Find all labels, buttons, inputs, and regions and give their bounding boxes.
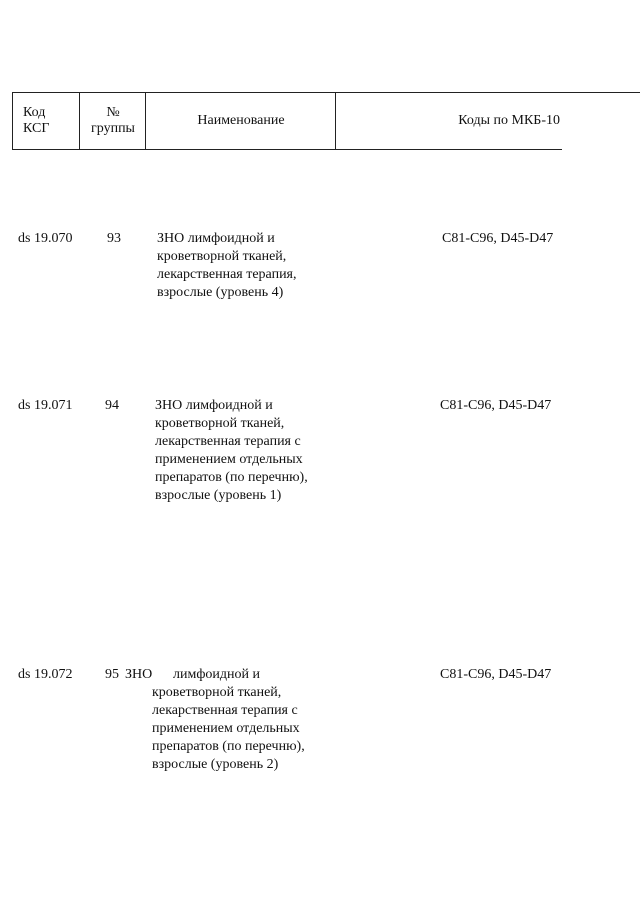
row-name-line: ЗНО лимфоидной и	[157, 231, 275, 246]
row-name	[157, 230, 352, 302]
row-name-line: взрослые (уровень 1)	[155, 488, 282, 503]
row-name-line: лекарственная терапия,	[157, 267, 297, 282]
header-cell-name	[145, 93, 335, 149]
header-mkb-label: Коды по МКБ-10	[458, 113, 560, 128]
header-code-line-2: КСГ	[23, 121, 50, 136]
header-cell-code	[12, 93, 79, 149]
row-name-line: взрослые (уровень 4)	[157, 285, 284, 300]
row-name-line: ЗНО лимфоидной и	[155, 398, 273, 413]
row-mkb-codes: C81-C96, D45-D47	[440, 667, 552, 682]
row-name-line: препаратов (по перечню),	[152, 739, 305, 754]
header-name-label: Наименование	[197, 113, 285, 128]
row-group-number: 94	[105, 398, 119, 413]
row-mkb-codes: C81-C96, D45-D47	[442, 231, 554, 246]
row-name-line: кроветворной тканей,	[155, 416, 285, 431]
row-code: ds 19.070	[18, 231, 73, 246]
row-code: ds 19.071	[18, 398, 73, 413]
row-code: ds 19.072	[18, 667, 73, 682]
row-name-line: лекарственная терапия с	[155, 434, 301, 449]
row-mkb-codes: C81-C96, D45-D47	[440, 398, 552, 413]
row-name-line: лимфоидной и	[173, 667, 261, 682]
row-name	[155, 397, 350, 505]
row-name-line: применением отдельных	[155, 452, 303, 467]
header-group-line-2: группы	[91, 121, 135, 136]
header-code-line-1: Код	[23, 105, 46, 120]
header-cell-group	[79, 93, 145, 149]
row-name-line: лекарственная терапия с	[152, 703, 298, 718]
row-group-number: 95	[105, 667, 119, 682]
row-name-prefix: ЗНО	[125, 667, 153, 682]
header-group-line-1: №	[106, 105, 120, 120]
table-header	[12, 93, 562, 150]
row-name-line: применением отдельных	[152, 721, 300, 736]
row-name-line: кроветворной тканей,	[157, 249, 287, 264]
row-group-number: 93	[107, 231, 121, 246]
header-cell-mkb	[335, 93, 562, 149]
row-name	[152, 666, 347, 774]
row-name-line: препаратов (по перечню),	[155, 470, 308, 485]
row-name-line: кроветворной тканей,	[152, 685, 282, 700]
row-name-line: взрослые (уровень 2)	[152, 757, 279, 772]
